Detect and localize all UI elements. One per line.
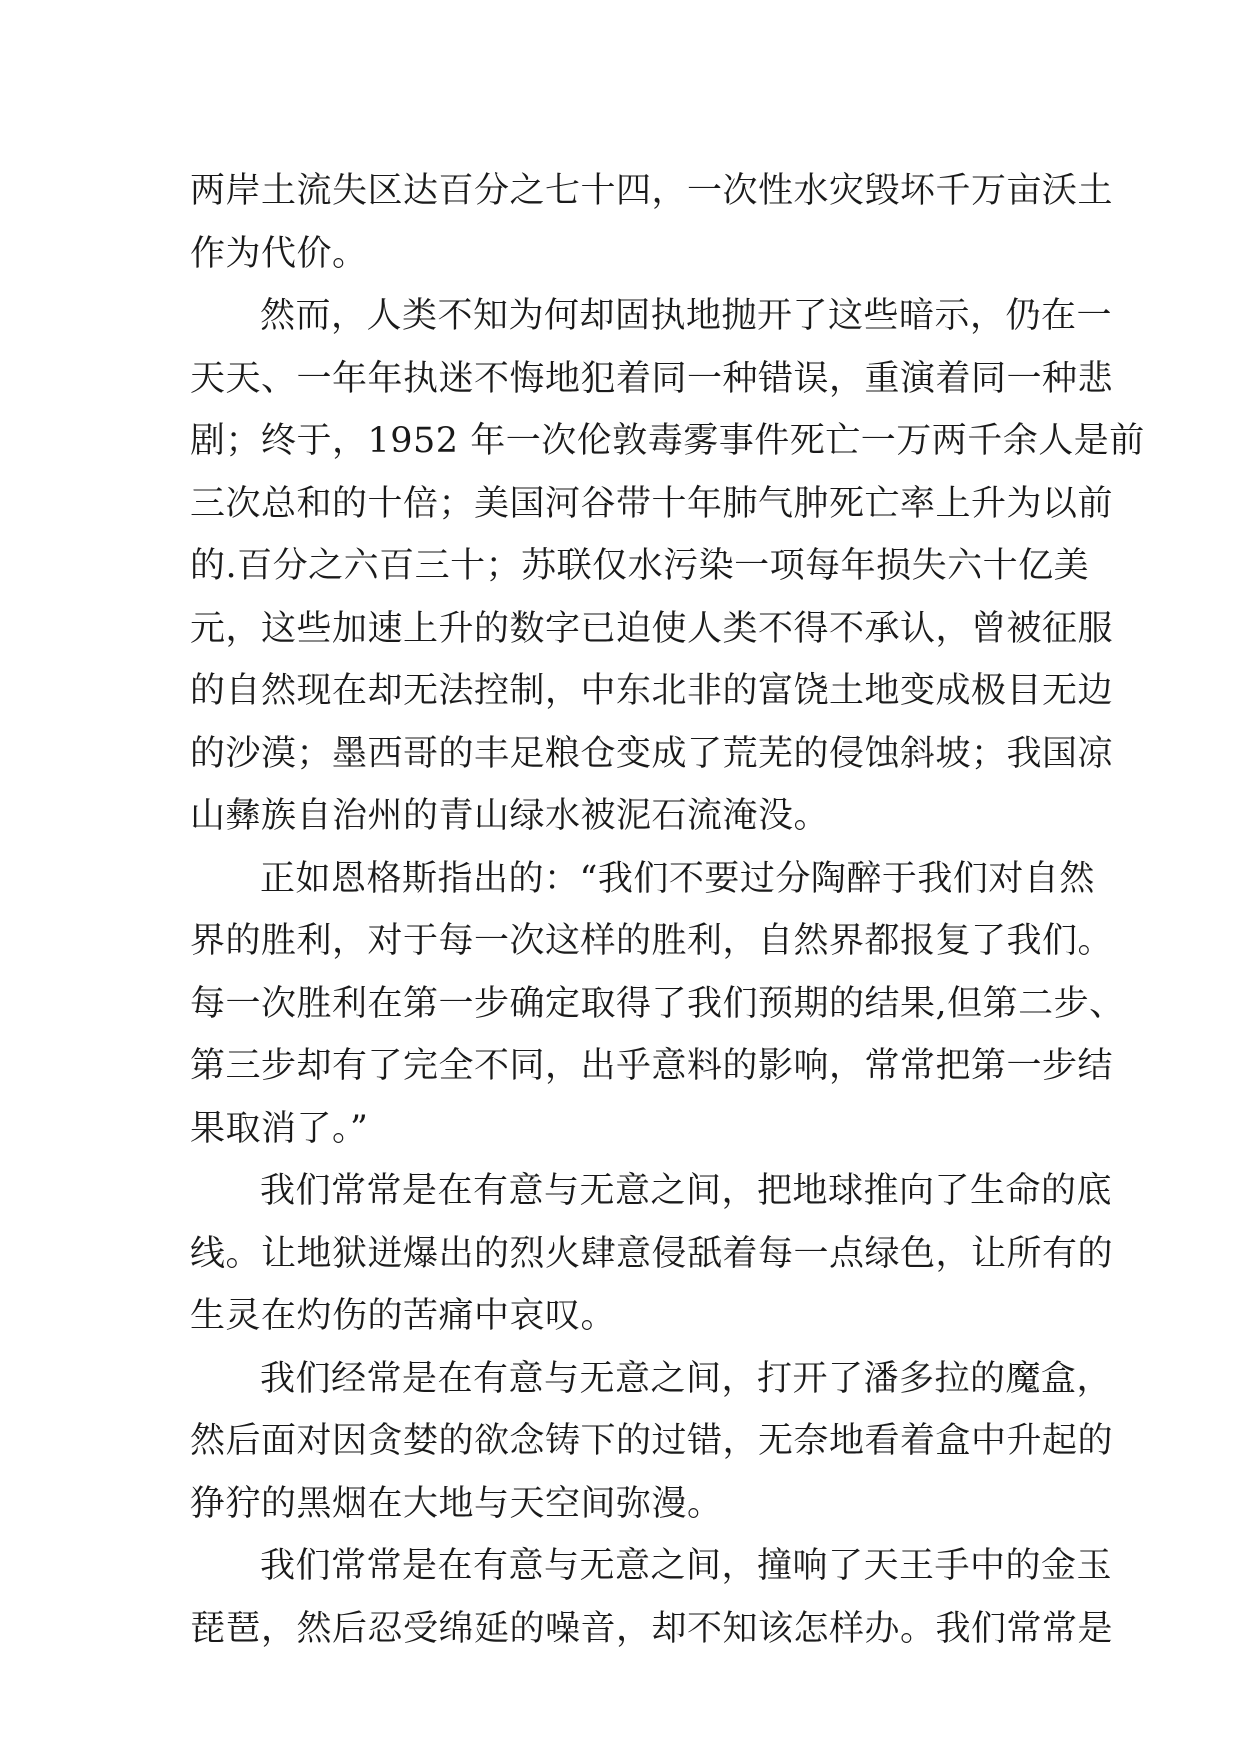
text-line: 的沙漠；墨西哥的丰足粮仓变成了荒芜的侵蚀斜坡；我国凉: [190, 733, 1114, 774]
text-line: 界的胜利，对于每一次这样的胜利，自然界都报复了我们。: [190, 921, 1114, 961]
paragraph-1: [190, 160, 1114, 285]
paragraph-4: [190, 1160, 1114, 1348]
text-line: 狰狞的黑烟在大地与天空间弥漫。: [190, 1483, 723, 1524]
text-line: 山彝族自治州的青山绿水被泥石流淹没。: [190, 796, 830, 836]
text-line: 我们常常是在有意与无意之间，把地球推向了生命的底: [260, 1171, 1113, 1211]
text-line: 然后面对因贪婪的欲念铸下的过错，无奈地看着盒中升起的: [190, 1421, 1114, 1461]
text-line: 第三步却有了完全不同，出乎意料的影响，常常把第一步结: [190, 1046, 1114, 1086]
text-line: 天天、一年年执迷不悔地犯着同一种错误，重演着同一种悲: [190, 358, 1114, 399]
text-line: 三次总和的十倍；美国河谷带十年肺气肿死亡率上升为以前: [190, 483, 1114, 524]
paragraph-6: [190, 1535, 1114, 1660]
text-line: 生灵在灼伤的苦痛中哀叹。: [190, 1296, 617, 1336]
text-line: 我们常常是在有意与无意之间，撞响了天王手中的金玉: [260, 1546, 1113, 1586]
text-line: 作为代价。: [190, 233, 368, 274]
text-line: 线。让地狱迸爆出的烈火肆意侵舐着每一点绿色，让所有的: [190, 1233, 1114, 1274]
text-line: 元，这些加速上升的数字已迫使人类不得不承认，曾被征服: [190, 608, 1114, 649]
text-line: 剧；终于，1952 年一次伦敦毒雾事件死亡一万两千余人是前: [190, 421, 1145, 461]
text-line: 两岸土流失区达百分之七十四，一次性水灾毁坏千万亩沃土: [190, 171, 1114, 211]
document-body: [190, 160, 1145, 1660]
text-line: 的自然现在却无法控制，中东北非的富饶土地变成极目无边: [190, 671, 1114, 711]
text-line: 每一次胜利在第一步确定取得了我们预期的结果,但第二步、: [190, 983, 1125, 1024]
text-line: 我们经常是在有意与无意之间，打开了潘多拉的魔盒，: [260, 1358, 1113, 1399]
paragraph-2: [190, 285, 1145, 848]
paragraph-3: [190, 848, 1125, 1161]
text-line: 的.百分之六百三十；苏联仅水污染一项每年损失六十亿美: [190, 546, 1090, 586]
text-line: 琵琶，然后忍受绵延的噪音，却不知该怎样办。我们常常是: [190, 1608, 1114, 1649]
text-line: 正如恩格斯指出的：“我们不要过分陶醉于我们对自然: [260, 858, 1095, 899]
text-line: 然而，人类不知为何却固执地抛开了这些暗示，仍在一: [260, 296, 1113, 336]
paragraph-5: [190, 1348, 1114, 1536]
text-line: 果取消了。”: [190, 1108, 369, 1149]
